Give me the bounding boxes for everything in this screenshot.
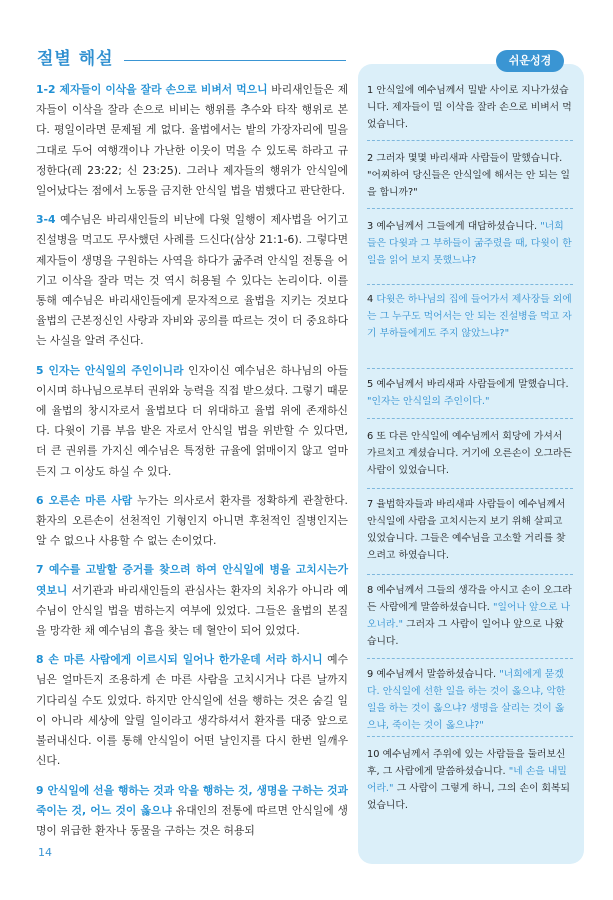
verse-divider	[367, 208, 573, 209]
verse-item	[367, 746, 573, 814]
verse-label: 7 예수를 고발할 증거를 찾으려 하여 안식일에 병을 고치시는가 엿보니	[36, 563, 348, 597]
verse-divider	[367, 658, 573, 659]
verse-item	[367, 376, 573, 410]
verse-item	[367, 582, 573, 650]
commentary-paragraph	[36, 560, 348, 641]
commentary-text: 인자이신 예수님은 하나님의 아들이시며 하나님으로부터 권위와 능력을 직접 받으셨다. 그렇기 때문에 율법의 창시자로서 율법보다 더 위대하고 율법 위에 존재하신다. 다윗이 기름 부음 받은 자로서 안식일 법을 위반할 수 있다면, 더 큰 권위를 가지신 예수님은 특정한 규율에 얽매이지 않고 얼마든지 그 이상도 하실 수 있다.	[36, 363, 349, 478]
verse-quote: "인자는 안식일의 주인이다."	[367, 396, 490, 407]
verse-number: 5	[367, 379, 374, 390]
verse-label: 3-4	[36, 213, 56, 227]
verse-quote: "일어나 앞으로 나오너라."	[367, 602, 571, 630]
verse-item	[367, 218, 573, 269]
verse-item	[367, 666, 573, 734]
verse-text: 그러자 몇몇 바리새파 사람들이 말했습니다.	[376, 153, 563, 164]
verse-divider	[367, 736, 573, 737]
verse-quote: "네 손을 내밀어라."	[367, 766, 567, 794]
verse-number: 3	[367, 221, 374, 232]
verse-text: 예수님께서 말씀하셨습니다.	[376, 669, 497, 680]
page-number: 14	[38, 846, 52, 859]
verse-after: "어찌하여 당신들은 안식일에 해서는 안 되는 일을 합니까?"	[367, 170, 571, 198]
commentary-text: 유대인의 전통에 따르면 안식일에 생명이 위급한 환자나 동물을 구하는 것은 허용되	[36, 803, 348, 837]
verse-number: 10	[367, 749, 380, 760]
verse-number: 6	[367, 431, 374, 442]
commentary-paragraph	[36, 361, 348, 482]
section-title: 절별 해설	[37, 49, 114, 69]
commentary-text: 예수님은 얼마든지 조용하게 손 마른 사람을 고치시거나 다른 날까지 기다리실 수도 있었다. 하지만 안식일에 선을 행하는 것은 숨길 일이 아니라 세상에 알릴 일이라고 생각하셔서 환자를 대중 앞으로 불러내신다. 이를 통해 안식일이 어떤 날인지를 다시 한번 일깨우신다.	[36, 653, 349, 768]
verse-number: 8	[367, 585, 374, 596]
verse-item	[367, 428, 573, 479]
commentary-text: 예수님은 바리새인들의 비난에 다윗 일행이 제사법을 어기고 진설병을 먹고도 무사했던 사례를 드신다(삼상 21:1-6). 그렇다면 제자들이 생명을 구원하는 사역을 하다가 굶주려 안식일 전통을 어기고 이삭을 잘라 먹는 것 역시 허용될 수 있다는 논리이다. 이를 통해 예수님은 바리새인들에게 문자적으로 율법을 지키는 것보다 율법의 근본정신인 사랑과 자비와 공의를 따르는 것이 더 중요하다는 사실을 알려 주신다.	[36, 213, 348, 348]
verse-quote: "너희들은 다윗과 그 부하들이 굶주렸을 때, 다윗이 한 일을 읽어 보지 못했느냐?	[367, 221, 572, 266]
verse-text: 예수님께서 그들의 생각을 아시고 손이 오그라든 사람에게 말씀하셨습니다.	[367, 585, 572, 613]
verse-divider	[367, 418, 573, 419]
verse-number: 9	[367, 669, 374, 680]
commentary-text: 바리새인들은 제자들이 이삭을 잘라 손으로 비비는 행위를 추수와 타작 행위로 본다. 평일이라면 문제될 게 없다. 율법에서는 밭의 가장자리에 밀을 그대로 두어 여행객이나 가난한 이웃이 먹을 수 있도록 하라고 규정한다(레 23:22; 신 23:25). 그러나 제자들의 행위가 안식일에 일어났다는 점에서 노동을 금지한 안식일 법을 범했다고 판단한다.	[36, 83, 348, 198]
verse-text: 율법학자들과 바리새파 사람들이 예수님께서 안식일에 사람을 고치시는지 보기 위해 살피고 있었습니다. 그들은 예수님을 고소할 거리를 찾으려고 하였습니다.	[367, 499, 566, 561]
verse-quote: "너희에게 묻겠다. 안식일에 선한 일을 하는 것이 옳으냐, 악한 일을 하는 것이 옳으냐? 생명을 살리는 것이 옳으냐, 죽이는 것이 옳으냐?"	[367, 669, 566, 731]
commentary-paragraph	[36, 210, 348, 351]
verse-divider	[367, 574, 573, 575]
verse-label: 9 안식일에 선을 행하는 것과 악을 행하는 것, 생명을 구하는 것과 죽이는 것, 어느 것이 옳으냐	[36, 783, 348, 817]
commentary-paragraph	[36, 491, 348, 552]
commentary-column	[36, 80, 348, 850]
verse-divider	[367, 140, 573, 141]
verse-after: 그 사람이 그렇게 하니, 그의 손이 회복되었습니다.	[367, 783, 570, 811]
commentary-paragraph	[36, 650, 348, 771]
verse-divider	[367, 368, 573, 369]
verse-quote: 다윗은 하나님의 집에 들어가서 제사장들 외에는 그 누구도 먹어서는 안 되는 진설병을 먹고 자기 부하들에게도 주지 않았느냐?"	[367, 294, 572, 339]
verse-label: 1-2 제자들이 이삭을 잘라 손으로 비벼서 먹으니	[36, 83, 268, 96]
verse-text: 또 다른 안식일에 예수님께서 회당에 가셔서 가르치고 계셨습니다. 거기에 오른손이 오그라든 사람이 있었습니다.	[367, 431, 572, 476]
verse-number: 2	[367, 153, 374, 164]
verse-text: 안식일에 예수님께서 밀밭 사이로 지나가셨습니다. 제자들이 밀 이삭을 잘라 손으로 비벼서 먹었습니다.	[367, 85, 572, 130]
verse-item	[367, 496, 573, 564]
verse-divider	[367, 284, 573, 285]
commentary-paragraph	[36, 781, 348, 842]
verse-label: 8 손 마른 사람에게 이르시되 일어나 한가운데 서라 하시니	[36, 653, 323, 667]
verse-text: 예수님께서 바리새파 사람들에게 말했습니다.	[376, 379, 569, 390]
verse-label: 6 오른손 마른 사람	[36, 493, 133, 507]
verse-after: 그러자 그 사람이 일어나 앞으로 나왔습니다.	[367, 619, 564, 647]
verse-text: 예수님께서 주위에 있는 사람들을 둘러보신 후, 그 사람에게 말씀하셨습니다.	[367, 749, 566, 777]
verse-item	[367, 150, 573, 201]
verse-item	[367, 291, 573, 342]
verse-number: 1	[367, 85, 374, 96]
title-underline	[124, 60, 346, 61]
verse-divider	[367, 488, 573, 489]
verse-number: 4	[367, 294, 374, 305]
commentary-paragraph	[36, 80, 348, 201]
verse-text: 예수님께서 그들에게 대답하셨습니다.	[376, 221, 538, 232]
easy-bible-badge: 쉬운성경	[496, 50, 564, 72]
verse-number: 7	[367, 499, 374, 510]
commentary-text: 누가는 의사로서 환자를 정확하게 관찰한다. 환자의 오른손이 선천적인 기형인지 아니면 후천적인 질병인지는 알 수 없으나 사용할 수 없는 손이었다.	[36, 493, 348, 548]
verse-label: 5 인자는 안식일의 주인이니라	[36, 363, 184, 377]
verse-item	[367, 82, 573, 133]
commentary-text: 서기관과 바리새인들의 관심사는 환자의 치유가 아니라 예수님이 안식일 법을 범하는지 여부에 있었다. 그들은 율법의 본질을 망각한 채 예수님의 흠을 찾는 데 혈안이 되어 있었다.	[36, 583, 348, 638]
